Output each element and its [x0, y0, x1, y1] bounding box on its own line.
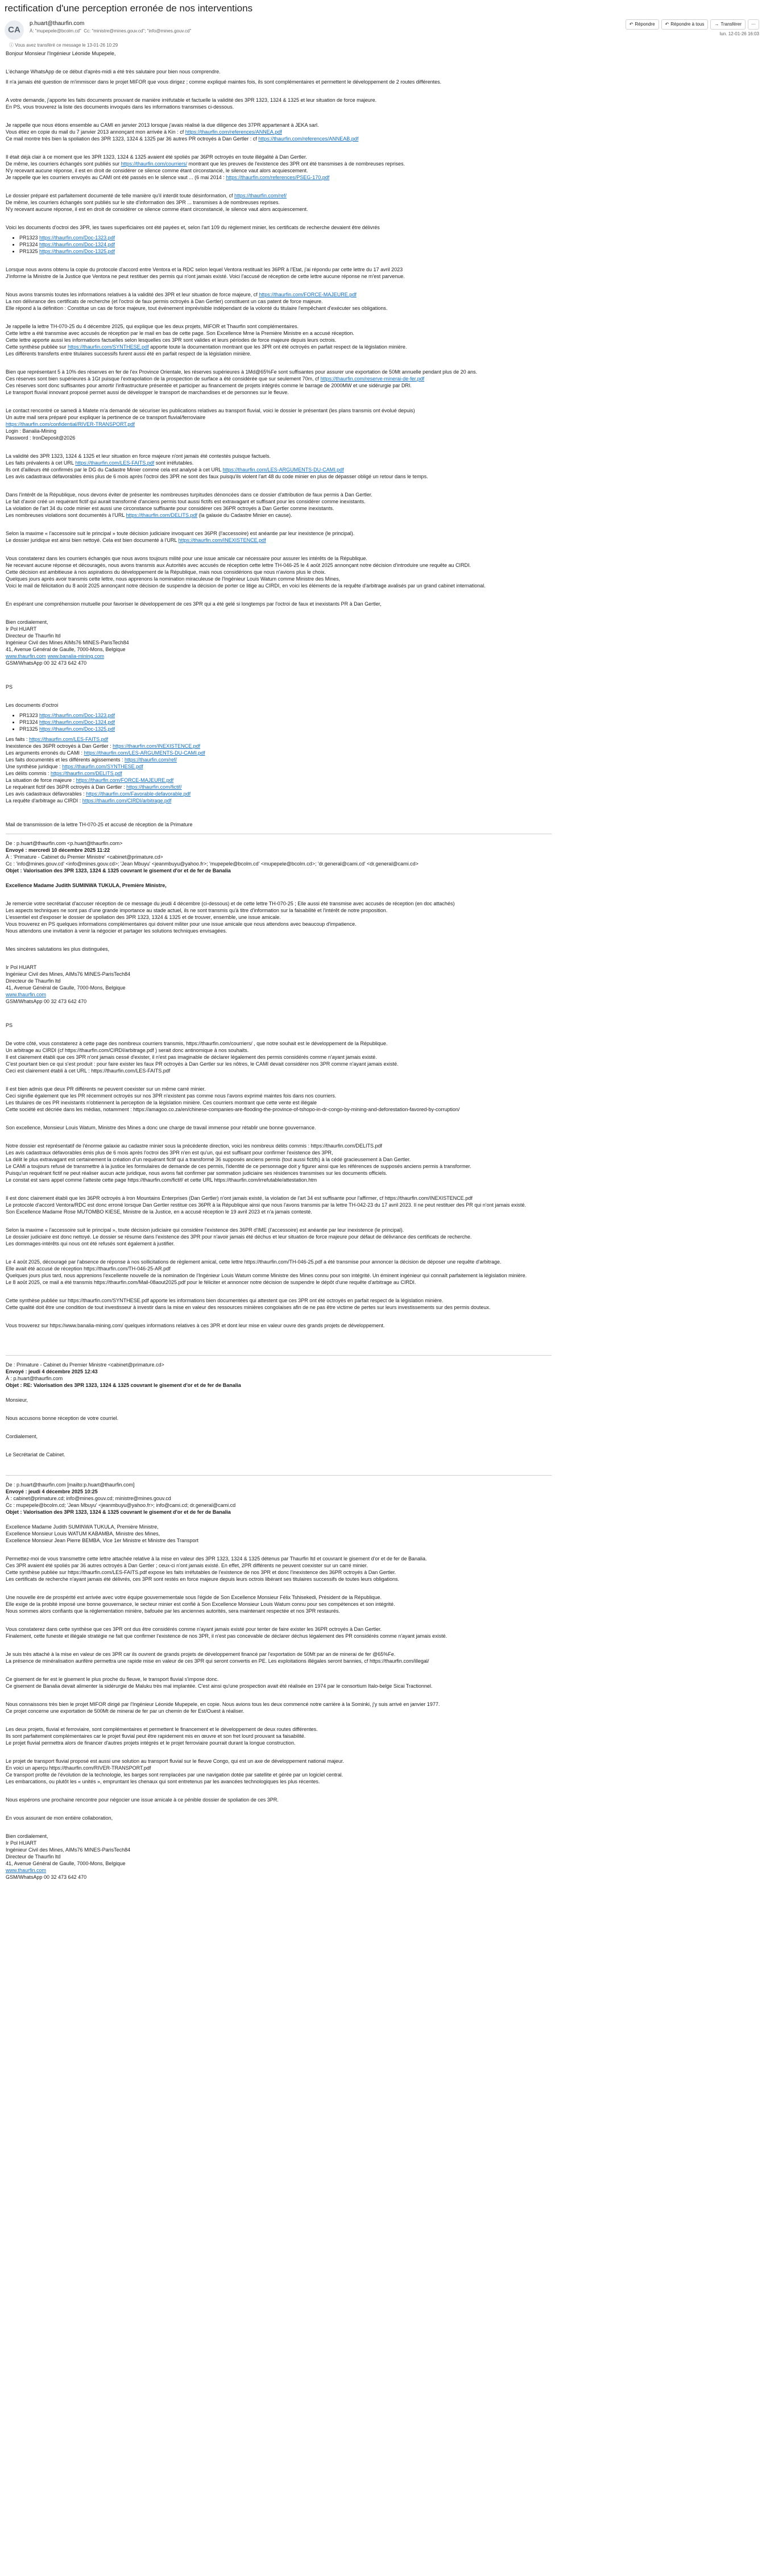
email-subject: rectification d'une perception erronée de nos interventions — [5, 3, 253, 14]
more-icon[interactable]: ··· — [748, 19, 759, 30]
paragraph: Voici les documents d'octroi des 3PR, les taxes superficiaires ont été payées et, selon l'art 109 du règlement minier, les certificats de recherche devaient être délivrés — [6, 225, 380, 230]
docs-title: Les documents d'octroi — [6, 702, 59, 708]
forward-icon: → — [714, 22, 719, 27]
recipients: À: "mupepele@bcolm.cd" Cc: "ministre@mines.gouv.cd"; "info@mines.gouv.cd" — [30, 28, 192, 34]
paragraph: L'échange WhatsApp de ce début d'après-midi a été très salutaire pour bien nous comprendre. — [6, 69, 221, 74]
paragraph: Dans l'intérêt de la République, nous devons éviter de présenter les nombreuses turpitudes dénoncées dans ce dossier d'attribution de faux permis à Dan Gertler. Le fait d'avoir créé un requérant fictif qui aurait transformé d'anciens permis tout aussi fictifs est extravagant et suffisant pour les considérer comme inexistants. La violation de l'art 34 du code minier est aussi une circonstance suffisante pour considérer ces 36PR octroyés à Dan Gertler comme inexistants. Les nombreuses violations sont documentés à l'URL https://thaurfin.com/DELITS.pdf (la galaxie du Cadastre Minier en cause). — [6, 492, 372, 518]
list-item: • PR1325 https://thaurfin.com/Doc-1325.pdf — [19, 248, 552, 255]
paragraph: Les deux projets, fluvial et ferroviaire, sont complémentaires et permettent le financement et le développement de deux routes différentes. Ils sont parfaitement complémentaires car le projet fluvial peut être rapidement mis en œuvre et son fret lourd prouvant sa faisabilité. Le projet fluvial permettra alors de financer d'autres projets intégrés et le projet ferroviaire pourrait durant la longue construction. — [6, 1726, 318, 1746]
link[interactable]: https://thaurfin.com/LES-FAITS.pdf — [29, 736, 109, 742]
quoted-header: De : p.huart@thaurfin.com <p.huart@thaurfin.com> Envoyé : mercredi 10 décembre 2025 11:22 À : 'Primature - Cabinet du Premier Ministre' <cabinet@primature.cd> Cc : 'info@mines.gouv.cd' <info@mines.gouv.cd>; 'Jean Mbuyu' <jeanmbuyu@yahoo.fr>; 'mupepele@bcolm.cd' <mupepele@bcolm.cd>; 'dr.general@cami.cd' <dr.general@cami.cd> Objet : Valorisation des 3PR 1323, 1324 & 1325 couvrant le gisement d'or et de fer de Banalia — [6, 840, 419, 873]
sender[interactable]: p.huart@thaurfin.com — [30, 20, 85, 27]
paragraph: Nous accusons bonne réception de votre courriel. — [6, 1415, 119, 1421]
info-icon: ⓘ — [9, 43, 14, 48]
paragraph: Vous trouverez sur https://www.banalia-mining.com/ quelques informations relatives à ces 3PR et dont leur mise en valeur ouvre des grands projets de développement. — [6, 1323, 385, 1328]
email-header — [5, 19, 761, 48]
paragraph: En vous assurant de mon entière collaboration, — [6, 1815, 113, 1821]
paragraph: Nous espérons une prochaine rencontre pour négocier une issue amicale à ce pénible dossier de spoliation de ces 3PR. — [6, 1797, 279, 1803]
ps-line: Les faits documentés et les différents agissements : https://thaurfin.com/ref/ — [6, 757, 177, 763]
paragraph: Le Secrétariat de Cabinet. — [6, 1452, 65, 1457]
ps-line: La requête d'arbitrage au CIRDI : https://thaurfin.com/CIRDI/arbitrage.pdf — [6, 798, 172, 804]
paragraph: Le 4 août 2025, découragé par l'absence de réponse à nos sollicitations de règlement amical, cette lettre https://thaurfin.com/TH-046-25.pdf a été transmise pour annoncer la décision de déposer une requête d'arbitrage. Elle avait été accusé de réception https://thaurfin.com/TH-046-25-AR.pdf Quelques jours plus tard, nous apprenions l'excellente nouvelle de la nomination de l'Ingénieur Louis Watum comme Ministre des Mines connu pour son intégrité. Un éminent ingénieur qui connaît parfaitement la législation minière. Le 8 août 2025, ce mail a été transmis https://thaurfin.com/Mail-08aout2025.pdf pour le féliciter et annoncer notre décision de suspendre le dépôt d'une requête d'arbitrage au CIRDI. — [6, 1259, 527, 1285]
link[interactable]: https://thaurfin.com/ref/ — [234, 193, 287, 198]
link[interactable]: https://thaurfin.com/SYNTHESE.pdf — [62, 764, 143, 769]
paragraph: Bien que représentant 5 à 10% des réserves en fer de l'ex Province Orientale, les réserves supérieures à 1Md@65%Fe sont suffisantes pour assurer une exportation de 50Mt annuelle pendant plus de 20 ans. Ces réserves sont bien supérieures à 1Gt puisque l'extrapolation de la prospection de surface a été considérée que sur seulement 70m, cf https://thaurfin.com/reserve-minerai-de-fer.pdf Ces réserves sont donc suffisantes pour amortir l'infrastructure présentée et participer au financement de projets intégrés comme le barrage de 2000MW et une sidérurgie par DRI. Le transport fluvial innovant proposé permet aussi de développer le transport de marchandises et de personnes sur le fleuve. — [6, 369, 478, 395]
link[interactable]: https://thaurfin.com/courriers/ — [121, 161, 188, 167]
quoted-signature: Bien cordialement, Ir Pol HUART Ingénieur Civil des Mines, AIMs76 MINES-ParisTech84 Directeur de Thaurfin ltd 41, Avenue Général de Gaulle, 7000-Mons, Belgique www.thaurfin.com GSM/WhatsApp 00 32 473 642 470 — [6, 1833, 131, 1880]
paragraph: Son excellence, Monsieur Louis Watum, Ministre des Mines a donc une charge de travail immense pour rétablir une bonne gouvernance. — [6, 1125, 316, 1130]
ps-line: Le requérant fictif des 36PR octroyés à Dan Gertler : https://thaurfin.com/fictif/ — [6, 784, 182, 790]
link[interactable]: https://thaurfin.com/Doc-1325.pdf — [39, 249, 115, 254]
list-item: • PR1325 https://thaurfin.com/Doc-1325.pdf — [19, 726, 552, 732]
ps-docs-list — [6, 712, 552, 732]
ps-line: Une synthèse juridique : https://thaurfin.com/SYNTHESE.pdf — [6, 764, 143, 769]
link[interactable]: https://thaurfin.com/LES-ARGUMENTS-DU-CAMI.pdf — [84, 750, 205, 756]
greeting: Bonjour Monsieur l'Ingénieur Léonide Mupepele, — [6, 51, 116, 56]
link[interactable]: https://thaurfin.com/Doc-1324.pdf — [39, 242, 115, 247]
paragraph: Il était déjà clair à ce moment que les 3PR 1323, 1324 & 1325 avaient été spoliés par 36PR octroyés en toute illégalité à Dan Gertler. De même, les courriers échangés sont publiés sur https://thaurfin.com/courriers/ montrant que les preuves de l'existence des 3PR ont été transmises à de nombreuses reprises. N'y recevant aucune réponse, il est en droit de considérer ce silence comme étant circonstancié, le silence vaut alors acquiescement. Je rappelle que les courriers envoyés au CAMI ont été passés en le silence vaut ... (6 mai 2014 : https://thaurfin.com/references/PSEG-170.pdf — [6, 154, 405, 180]
paragraph: Permettez-moi de vous transmettre cette lettre attachée relative à la mise en valeur des 3PR 1323, 1324 & 1325 détenus par Thaurfin ltd et couvrant le gisement d'or et de fer de Banalia. Ces 3PR avaient été spoliés par 36 autres octroyés à Dan Gertler ; ceux-ci n'ont jamais existé. En effet, 2PR différents ne peuvent coexister sur un carré minier. Cette synthèse publiée sur https://thaurfin.com/LES-FAITS.pdf expose les faits irréfutables de l'existence de nos 3PR et donc l'inexistence des 36PR octroyés à Dan Gertler. Les certificats de recherche n'ayant jamais été délivrés, ces 3PR sont restés en force majeure depuis leurs octrois libérant ses titulaires successifs de toutes leurs obligations. — [6, 1556, 427, 1582]
paragraph: De votre côté, vous constaterez à cette page des nombreux courriers transmis, https://thaurfin.com/courriers/ , que notre souhait est le développement de la République. Un arbitrage au CIRDI (cf https://thaurfin.com/CIRDI/arbitrage.pdf ) serait donc antinomique à nos souhaits. Il est clairement établi que ces 3PR n'ont jamais cessé d'exister, il n'est pas imaginable de déclarer légalement des permis considérés comme n'ayant jamais existé. C'est pourtant bien ce qui s'est produit : pour faire exister les faux PR octroyés à Dan Gertler sur les nôtres, le CAMI devait considérer nos 3PR comme n'ayant jamais existé. Ceci est clairement établi à cet URL : https://thaurfin.com/LES-FAITS.pdf — [6, 1041, 399, 1074]
list-item: • PR1324 https://thaurfin.com/Doc-1324.pdf — [19, 241, 552, 248]
paragraph: Je remercie votre secrétariat d'accuser réception de ce message du jeudi 4 décembre (ci-dessous) et de cette lettre TH-070-25 ; Elle aussi été transmise avec accusés de réception (en doc attachés) Les aspects techniques ne sont pas d'une grande importance au stade actuel, ils ne sont transmis qu'à titre d'information sur la faisabilité et l'intérêt de notre proposition. L'essentiel est d'exposer le dossier de spoliation des 3PR 1323, 1324 & 1325 et de trouver, ensemble, une issue amicale. Vous trouverez en PS quelques informations complémentaires qui doivent militer pour une issue amicale que nous attendons avec beaucoup d'impatience. Nous attendons une invitation à venir la négocier et partager les solutions techniques envisagées. — [6, 901, 455, 934]
link[interactable]: https://thaurfin.com/SYNTHESE.pdf — [68, 344, 149, 350]
email-body — [6, 50, 552, 1881]
paragraph: Selon la maxime « l'accessoire suit le principal » toute décision judiciaire invoquant ces 36PR (l'accessoire) est anéantie par leur inexistence (le principal). Le dossier juridique est ainsi bien nettoyé. Cela est bien documenté à l'URL https://thaurfin.com/INEXISTENCE.pdf — [6, 531, 355, 543]
ps-line: Les délits commis : https://thaurfin.com/DELITS.pdf — [6, 771, 122, 776]
paragraph: Le projet de transport fluvial proposé est aussi une solution au transport fluvial sur le fleuve Congo, qui est un axe de développement national majeur. En voici un aperçu https://thaurfin.com/RIVER-TRANSPORT.pdf Ce transport profite de l'évolution de la technologie, les barges sont remplacées par une navigation dotée par satellite et gérée par un logiciel central. Les embarcations, ou plutôt les « unités », empruntant les chenaux qui sont entretenus par les avancées technologiques les plus récentes. — [6, 1758, 344, 1784]
link[interactable]: https://thaurfin.com/Doc-1324.pdf — [39, 719, 115, 725]
link[interactable]: https://thaurfin.com/reserve-minerai-de-fer.pdf — [320, 376, 425, 382]
ps-line: La situation de force majeure : https://thaurfin.com/FORCE-MAJEURE.pdf — [6, 777, 174, 783]
reply-all-button[interactable]: ↶ Répondre à tous — [661, 19, 709, 30]
salutation: Excellence Madame Judith SUMINWA TUKULA, Première Ministre, Excellence Monsieur Louis WATUM KABAMBA, Ministre des Mines, Excellence Monsieur Jean Pierre BEMBA, Vice 1er Ministre et Ministre des Transport — [6, 1524, 198, 1543]
quoted-signature: Ir Pol HUART Ingénieur Civil des Mines, AIMs76 MINES-ParisTech84 Directeur de Thaurfin ltd 41, Avenue Général de Gaulle, 7000-Mons, Belgique www.thaurfin.com GSM/WhatsApp 00 32 473 642 470 — [6, 964, 131, 1004]
ps-line: Inexistence des 36PR octroyés à Dan Gertler : https://thaurfin.com/INEXISTENCE.pdf — [6, 743, 201, 749]
link[interactable]: https://thaurfin.com/references/PSEG-170.pdf — [226, 175, 330, 180]
forward-note: ⓘ Vous avez transféré ce message le 13-01-26 10:29 — [9, 43, 118, 48]
link[interactable]: https://thaurfin.com/CIRDI/arbitrage.pdf — [82, 798, 172, 804]
paragraph: Cordialement, — [6, 1434, 38, 1439]
paragraph: Le dossier préparé est parfaitement documenté de telle manière qu'il interdit toute désinformation, cf https://thaurfin.com/ref/ De même, les courriers échangés sont publiés sur le site d'information des 3PR ... transmises à de nombreuses reprises. N'y recevant aucune réponse, il est en droit de considérer ce silence comme étant circonstancié, le silence vaut alors acquiescement. — [6, 193, 308, 212]
link[interactable]: https://thaurfin.com/LES-FAITS.pdf — [75, 460, 155, 466]
paragraph: Je rappelle la lettre TH-070-25 du 4 décembre 2025, qui explique que les deux projets, MIFOR et Thaurfin sont complémentaires. Cette lettre a été transmise avec accusés de réception par le mail en bas de cette page. Son Excellence Mme la Première Ministre en a accusé réception. Cette lettre apporte aussi les informations factuelles selon lesquelles ces 3PR sont valides et leurs périodes de force majeure depuis leurs octrois. Cette synthèse publiée sur https://thaurfin.com/SYNTHESE.pdf apporte toute la documentation montrant que les 3PR ont été octroyés en parfait respect de la législation minière. Les différents transferts entre titulaires successifs furent aussi été en parfait respect de la législation minière. — [6, 324, 407, 357]
link[interactable]: https://thaurfin.com/DELITS.pdf — [126, 512, 198, 518]
paragraph: La validité des 3PR 1323, 1324 & 1325 et leur situation en force majeure n'ont jamais été contestés puisque factuels. Les faits prévalents à cet URL https://thaurfin.com/LES-FAITS.pdf sont irréfutables. Ils ont d'ailleurs été confirmés par le DG du Cadastre Minier comme cela est analysé à cet URL https://thaurfin.com/LES-ARGUMENTS-DU-CAMI.pdf Les avis cadastraux défavorables émis plus de 6 mois après l'octroi des 3PR ne sont des faux puisqu'ils violent l'art 48 du code minier en plus de dépasser obligé un retour dans le temps. — [6, 453, 428, 479]
list-item: • PR1323 https://thaurfin.com/Doc-1323.pdf — [19, 234, 552, 241]
paragraph: Notre dossier est représentatif de l'énorme galaxie au cadastre minier sous la précédente direction, voici les nombreux délits commis : https://thaurfin.com/DELITS.pdf Les avis cadastraux défavorables émis plus de 6 mois après l'octroi des 3PR n'en est qu'un, qui est suffisant pour confirmer l'existence des 3PR, La délit le plus extravagant est certainement la création d'un requérant fictif qui a transformé 36 supposés anciens permis (tout aussi fictifs) à la cédé gracieusement à Dan Gertler. Le CAMI a toujours refusé de transmettre à la justice les formulaires de demande de ces permis, l'identité de ce personnage doit y figurer ainsi que les références de supposés anciens permis à transformer. Puisqu'un requérant fictif ne peut réaliser aucun acte juridique, nous avons fait confirmer par sommation judiciaire ses résidences transmises sur les documents officiels. Le constat est sans appel comme l'atteste cette page https://thaurfin.com/fictif/ et cette URL https://thaurfin.com/irrefutable/attestation.htm — [6, 1143, 471, 1183]
paragraph: Il est donc clairement établi que les 36PR octroyés à Iron Mountains Enterprises (Dan Gertler) n'ont jamais existé, la violation de l'art 34 est suffisante pour l'affirmer, cf https://thaurfin.com/INEXISTENCE.pdf Le protocole d'accord Ventora/RDC est donc erroné lorsque Dan Gertler restitue ces 36PR à la République ainsi que nous l'avons transmis par la lettre TH-042-23 du 17 avril 2023. Il ne peut restituer des PR qui n'ont jamais existé. Son Excellence Madame Rose MUTOMBO KIESE, Ministre de la Justice, en a accusé réception le 19 avril 2023 et n'a jamais contesté. — [6, 1195, 526, 1215]
link[interactable]: https://thaurfin.com/INEXISTENCE.pdf — [178, 537, 266, 543]
quoted-header: De : Primature - Cabinet du Premier Ministre <cabinet@primature.cd> Envoyé : jeudi 4 décembre 2025 12:43 À : p.huart@thaurfin.com Objet : RE: Valorisation des 3PR 1323, 1324 & 1325 couvrant le gisement d'or et de fer de Banalia — [6, 1362, 241, 1388]
paragraph: Ce gisement de fer est le gisement le plus proche du fleuve, le transport fluvial s'impose donc. Ce gisement de Banalia devait alimenter la sidérurgie de Maluku très mal implantée. C'est ainsi qu'une prospection avait été réalisée en 1974 par le consortium Italo-belge Sicai Tractionnel. — [6, 1676, 433, 1689]
reply-all-icon: ↶ — [665, 22, 669, 27]
link[interactable]: https://thaurfin.com/Doc-1323.pdf — [39, 235, 115, 241]
forward-button[interactable]: → Transférer — [710, 19, 746, 30]
link[interactable]: https://thaurfin.com/Doc-1325.pdf — [39, 726, 115, 732]
link[interactable]: https://thaurfin.com/ref/ — [124, 757, 177, 763]
paragraph: Je rappelle que nous étions ensemble au CAMI en janvier 2013 lorsque j'avais réalisé la due diligence des 37PR appartenant à JEKA sarl. Vous étiez en copie du mail du 7 janvier 2013 annonçant mon arrivée à Kin : cf https://thaurfin.com/references/ANNEA.pdf Ce mail montre très bien la spoliation des 3PR 1323, 1324 & 1325 par 36 autres PR octroyés à Dan Gertler : cf https://thaurfin.com/references/ANNEAB.pdf — [6, 122, 359, 142]
paragraph: Lorsque nous avons obtenu la copie du protocole d'accord entre Ventora et la RDC selon lequel Ventora restituait les 36PR à l'Etat, j'ai répondu par cette lettre du 17 avril 2023 J'informe la Ministre de la Justice que Ventora ne peut restituer des permis qui n'ont jamais existé. Voici l'accusé de réception de cette lettre aucune réponse ne m'est parvenue. — [6, 267, 405, 279]
divider — [6, 1475, 552, 1476]
list-item: • PR1324 https://thaurfin.com/Doc-1324.pdf — [19, 719, 552, 726]
paragraph: Vous constaterez dans cette synthèse que ces 3PR ont dus être considérés comme n'ayant jamais existé pour tenter de faire exister les 36PR octroyés à Dan Gertler. Finalement, cette funeste et illégale stratégie ne fait que confirmer l'existence de nos 3PR, il n'est pas concevable de déclarer déchus légalement des PR considérés comme n'ayant jamais existé. — [6, 1626, 448, 1639]
link[interactable]: https://thaurfin.com/confidential/RIVER-TRANSPORT.pdf — [6, 421, 135, 427]
link[interactable]: https://thaurfin.com/DELITS.pdf — [51, 771, 122, 776]
pr-list — [6, 234, 552, 255]
list-item: • PR1323 https://thaurfin.com/Doc-1323.pdf — [19, 712, 552, 719]
paragraph: Une nouvelle ère de prospérité est arrivée avec votre équipe gouvernementale sous l'égide de Son Excellence Monsieur Félix Tshisekedi, Président de la République. Elle exige de la probité imposé une bonne gouvernance, le secteur minier est confié à Son Excellence Monsieur Louis Watum connu pour ses compétences et son intégrité. Nous sommes alors confiants que la réglementation minière, bafouée par les anciennes autorités, sera maintenant respectée et nos 3PR restaurés. — [6, 1595, 395, 1614]
email-date: lun. 12-01-26 16:03 — [719, 31, 759, 36]
paragraph: Le contact rencontré ce samedi à Matete m'a demandé de sécuriser les publications relatives au transport fluvial, voici le dossier le présentant (les plans transmis ont évolué depuis) Un autre mail sera préparé pour expliquer la pertinence de ce transport fluvial/ferroviaire https://thaurfin.com/confidential/RIVER-TRANSPORT.pdf Login : Banalia-Mining Password : IronDeposit@2026 — [6, 408, 415, 441]
paragraph: Cette synthèse publiée sur https://thaurfin.com/SYNTHESE.pdf apporte les informations bien documentées qui attestent que ces 3PR ont été octroyés en parfait respect de la législation minière. Cette qualité doit être une condition de tout investisseur à investir dans la mise en valeur des ressources minières congolaises afin de ne pas être victime de pertes sur leurs investissements sur des permis douteux. — [6, 1298, 491, 1310]
ps-label: PS — [6, 684, 13, 690]
salutation: Excellence Madame Judith SUMINWA TUKULA, Première Ministre, — [6, 883, 167, 888]
paragraph: Nous avons transmis toutes les informations relatives à la validité des 3PR et leur situation de force majeure, cf https://thaurfin.com/FORCE-MAJEURE.pdf La non délivrance des certificats de recherche (et l'octroi de faux permis octroyés à Dan Gertler) constituent un cas patent de force majeure. Elle répond à la définition : Constitue un cas de force majeure, tout événement imprévisible indépendant de la volonté du titulaire l'empêchant d'exécuter ses obligations. — [6, 292, 388, 311]
website-link[interactable]: www.thaurfin.com — [6, 992, 47, 997]
link[interactable]: https://thaurfin.com/INEXISTENCE.pdf — [113, 743, 201, 749]
quoted-header: De : p.huart@thaurfin.com [mailto:p.huart@thaurfin.com] Envoyé : jeudi 4 décembre 2025 10:25 À : cabinet@primature.cd; info@mines.gouv.cd; ministre@mines.gouv.cd Cc : mupepele@bcolm.cd; 'Jean Mbuyu' <jeanmbuyu@yahoo.fr>; info@cami.cd; dr.general@cami.cd Objet : Valorisation des 3PR 1323, 1324 & 1325 couvrant le gisement d'or et de fer de Banalia — [6, 1482, 236, 1515]
website-link[interactable]: www.banalia-mining.com — [47, 653, 105, 659]
link[interactable]: https://thaurfin.com/references/ANNEAB.pdf — [258, 136, 359, 142]
paragraph: Monsieur, — [6, 1397, 28, 1403]
paragraph: A votre demande, j'apporte les faits documents prouvant de manière irréfutable et factuelle la validité des 3PR 1323, 1324 & 1325 et leur situation de force majeure. En PS, vous trouverez la liste des documents invoqués dans les informations transmises ci-dessous. — [6, 97, 377, 110]
link[interactable]: https://thaurfin.com/LES-ARGUMENTS-DU-CAMI.pdf — [222, 467, 344, 473]
divider — [6, 1355, 552, 1356]
paragraph: Nous connaissons très bien le projet MIFOR dirigé par l'Ingénieur Léonide Mupepele, en copie. Nous avions tous les deux commencé notre carrière à la Sominki, j'y suis arrivé en janvier 1977. Ce projet concerne une exportation de 500Mt de minerai de fer par un chemin de fer Est/Ouest à réaliser. — [6, 1701, 440, 1714]
paragraph: Selon la maxime « l'accessoire suit le principal », toute décision judiciaire qui considère l'existence des 36PR d'IME (l'accessoire) est anéantie par leur inexistence (le principal). Le dossier judiciaire est donc nettoyé. Le dossier se résume dans l'existence des 3PR pour n'avoir jamais été déchus et leur situation de force majeure pour défaut de délivrance des certificats de recherche. Les dommages-intérêts qui nous ont été refusés sont également à justifier. — [6, 1227, 472, 1246]
ps-line: Les avis cadastraux défavorables : https://thaurfin.com/Favorable-defavorable.pdf — [6, 791, 191, 797]
link[interactable]: https://thaurfin.com/Doc-1323.pdf — [39, 713, 115, 718]
paragraph: En espérant une compréhension mutuelle pour favoriser le développement de ces 3PR qui a été gelé si longtemps par l'octroi de faux et inexistants PR à Dan Gertler, — [6, 601, 382, 607]
ps-links — [6, 736, 552, 804]
link[interactable]: https://thaurfin.com/FORCE-MAJEURE.pdf — [259, 292, 357, 297]
quote-intro: Mail de transmission de la lettre TH-070-25 et accusé de réception de la Primature — [6, 822, 193, 827]
ps-label: PS — [6, 1022, 13, 1028]
link[interactable]: https://thaurfin.com/Favorable-defavorable.pdf — [86, 791, 191, 797]
avatar[interactable]: CA — [5, 20, 24, 40]
reply-button[interactable]: ↶ Répondre — [626, 19, 659, 30]
paragraph: Il est bien admis que deux PR différents ne peuvent coexister sur un même carré minier. Ceci signifie également que les PR récemment octroyés sur nos 3PR n'existent pas comme nous l'avons exprimé maintes fois dans nos courriers. Les titulaires de ces PR inexistants n'obtiennent la perception de la législation minière. Ces courriers montrant que cette vente est illégale Cette société est décriée dans les médias, notamment : https://amagoo.co.za/en/chinese-companies-are-flooding-the-province-of-tshopo-in-dr-congo-by-mining-and-deforestation-favored-by-corruption/ — [6, 1086, 460, 1112]
paragraph: Il n'a jamais été question de m'immiscer dans le projet MIFOR que vous dirigez ; comme expliqué maintes fois, ils sont complémentaires et permettent le développement de 2 routes différentes. — [6, 79, 442, 85]
ps-line: Les arguments erronés du CAMI : https://thaurfin.com/LES-ARGUMENTS-DU-CAMI.pdf — [6, 750, 205, 756]
ps-line: Les faits : https://thaurfin.com/LES-FAITS.pdf — [6, 736, 109, 742]
website-link[interactable]: www.thaurfin.com — [6, 653, 47, 659]
link[interactable]: https://thaurfin.com/references/ANNEA.pdf — [185, 129, 282, 135]
message-actions — [626, 19, 759, 30]
signature: Bien cordialement, Ir Pol HUART Directeur de Thaurfin ltd Ingénieur Civil des Mines AIMs76 MINES-ParisTech84 41, Avenue Général de Gaulle, 7000-Mons, Belgique www.thaurfin.com www.banalia-mining.com GSM/WhatsApp 00 32 473 642 470 — [6, 619, 129, 666]
website-link[interactable]: www.thaurfin.com — [6, 1867, 47, 1873]
paragraph: Vous constaterez dans les courriers échangés que nous avons toujours milité pour une issue amicale car nécessaire pour assurer les intérêts de la République. Ne recevant aucune réponse et découragés, nous avons transmis aux Autorités avec accusés de réception cette lettre TH-046-25 le 4 août 2025 annonçant notre décision d'introduire une requête au CIRDI. Cette décision est ambitieuse à nos aspirations du développement de la République, mais nous considérions que nous n'avions plus le choix. Quelques jours après avoir transmis cette lettre, nous apprenons la nomination miraculeuse de l'Ingénieur Louis Watum comme Ministre des Mines, Voici le mail de félicitation du 8 août 2025 annonçant notre décision de suspendre la décision de porter ce litige au CIRDI, en voici les éléments de la requête d'arbitrage avalisés par un grand cabinet international. — [6, 556, 486, 589]
link[interactable]: https://thaurfin.com/fictif/ — [126, 784, 182, 790]
closing: Mes sincères salutations les plus distinguées, — [6, 946, 110, 952]
reply-icon: ↶ — [629, 22, 633, 27]
link[interactable]: https://thaurfin.com/FORCE-MAJEURE.pdf — [76, 777, 174, 783]
paragraph: Je suis très attaché à la mise en valeur de ces 3PR car ils ouvrent de grands projets de développement financé par l'exportation de 50Mt par an de minerai de fer @65%Fe. La présence de minéralisation aurifère permettra une rapide mise en valeur de ces 3PR qui seront convertis en PE. Les exploitations illégales seront bannies, cf https://thaurfin.com/illegal/ — [6, 1651, 429, 1664]
